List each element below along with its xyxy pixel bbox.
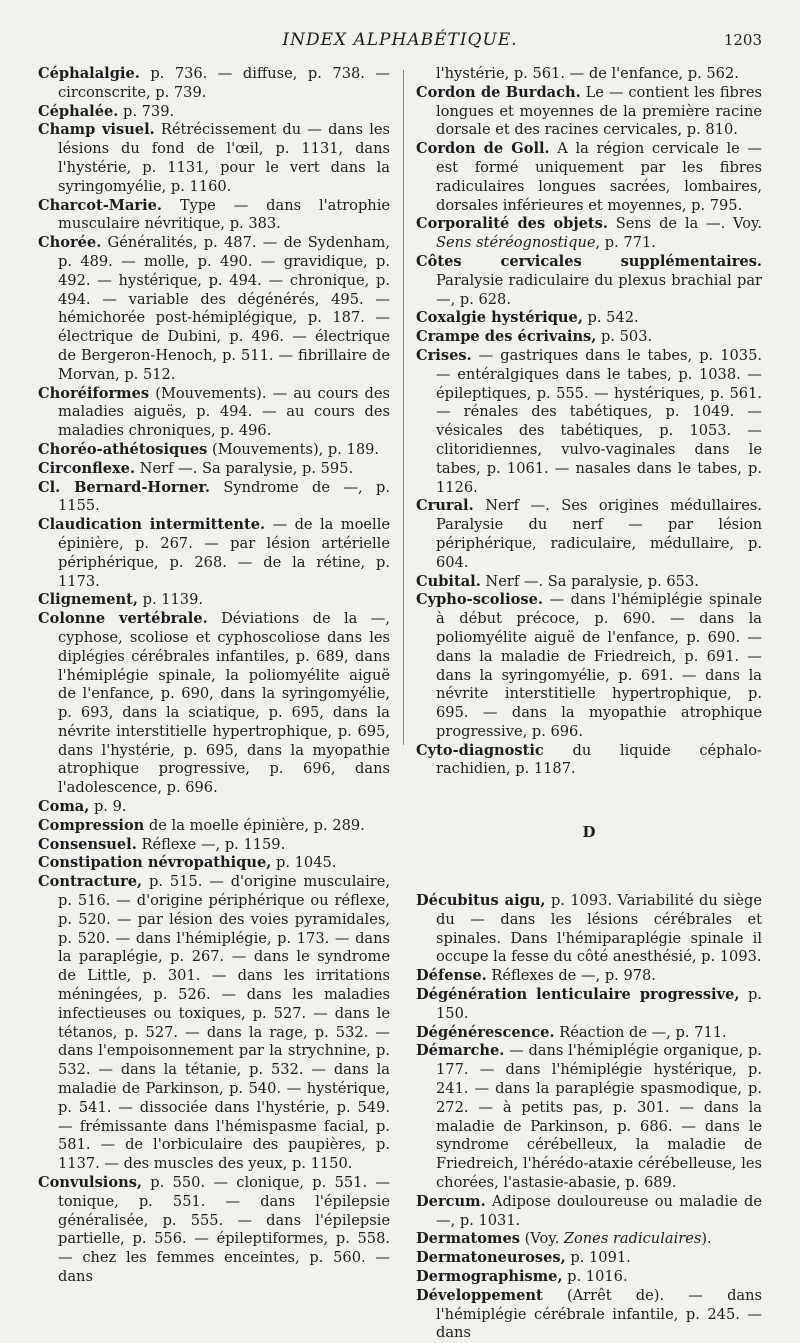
entry-headword: Chorée. [38,234,102,252]
index-entry [38,591,390,610]
index-entry [38,385,390,441]
index-entry [416,1193,762,1231]
index-entry [416,1268,762,1287]
entry-headword: Cyto-diagnostic [416,741,544,759]
index-entry [38,516,390,591]
entry-text: — gastriques dans le tabes, p. 1035. — entéralgiques dans le tabes, p. 1038. — épileptiques, p. 555. — hystériques, p. 561. — rénales des tabétiques, p. 1049. — vésicales des tabétiques, p. 1053. — clitoridiennes, vulvo-vaginales dans le tabes, p. 1061. — nasales dans le tabes, p. 1126. [436,346,762,496]
entry-text: Type — dans l'atrophie musculaire névritique, p. 383. [58,196,390,233]
entry-text: l'hystérie, p. 561. — de l'enfance, p. 562. [436,65,739,82]
entry-text: Le — contient les fibres longues et moyennes de la première racine dorsale et des racines cervicales, p. 810. [436,83,762,139]
entry-headword: Dermatoneuroses, [416,1249,566,1267]
index-entry [38,854,390,873]
column-divider [403,70,404,745]
entry-text: p. 542. [582,309,639,327]
entry-headword: Claudication intermittente. [38,516,266,534]
index-entry [38,197,390,235]
index-entry [416,573,762,592]
entry-headword: Circonflexe. [38,459,136,477]
index-entry [416,591,762,741]
entry-cross-reference: Zones radiculaires [563,1230,702,1248]
entry-text: p. 1093. Variabilité du siège du — dans les lésions cérébrales et spinales. Dans l'hémiparaplégie spinale il occupe la fesse du côté anesthésié, p. 1093. [436,892,762,966]
index-entry [38,610,390,798]
index-entry [38,234,390,384]
entry-text: p. 503. [596,328,653,346]
entry-text: (Arrêt de). — dans l'hémiplégie cérébrale infantile, p. 245. — dans [436,1286,762,1342]
entry-headword: Clignement, [38,591,138,609]
entry-text: Sens de la —. Voy. [607,215,762,233]
entry-text: Nerf —. Ses origines médullaires. Paralysie du nerf — par lésion périphérique, radiculaire, médullaire, p. 604. [436,497,762,571]
entry-headword: Convulsions, [38,1174,142,1192]
index-entry [38,65,390,103]
entry-text: p. 1091. [565,1249,631,1267]
right-column [416,65,762,1343]
entry-text: Paralysie radiculaire du plexus brachial par —, p. 628. [436,271,762,308]
entry-headword: Crises. [416,346,472,364]
entry-text: p. 515. — d'origine musculaire, p. 516. — d'origine périphérique ou réflexe, p. 520. — par lésion des voies pyramidales, p. 520. — dans l'hémiplégie, p. 173. — dans la paraplégie, p. 267. — dans le syndrome de Little, p. 301. — dans les irritations méningées, p. 526. — dans les maladies infectieuses ou toxiques, p. 527. — dans le tétanos, p. 527. — dans la rage, p. 532. — dans l'empoisonnement par la strychnine, p. 532. — dans la tétanie, p. 532. — dans la maladie de Parkinson, p. 540. — hystérique, p. 541. — dissociée dans l'hystérie, p. 549. — frémissante dans l'hémispasme facial, p. 581. — de l'orbiculaire des paupières, p. 1137. — des muscles des yeux, p. 1150. [58,873,390,1173]
index-entry [416,986,762,1024]
entry-text: Nerf —. Sa paralysie, p. 595. [135,459,354,477]
entry-headword: Compression [38,816,145,834]
index-entry [416,892,762,967]
entry-text: Rétrécissement du — dans les lésions du fond de l'œil, p. 1131, dans l'hystérie, p. 1131, pour le vert dans la syringomyélie, p. 1160. [58,121,390,195]
entry-headword: Cubital. [416,572,481,590]
entry-headword: Coxalgie hystérique, [416,309,583,327]
index-entry [38,441,390,460]
entry-text: Nerf —. Sa paralysie, p. 653. [480,572,699,590]
entry-headword: Céphalalgie. [38,65,140,82]
entry-headword: Dermatomes [416,1230,520,1248]
index-entry [38,460,390,479]
index-entry [38,798,390,817]
index-entry [38,103,390,122]
index-entry [416,215,762,253]
entry-text: A la région cervicale le — est formé uniquement par les fibres radiculaires longues sacrées, lombaires, dorsales inférieures et moyennes, p. 795. [436,140,762,214]
entry-headword: Crampe des écrivains, [416,328,597,346]
entry-headword: Constipation névropathique, [38,854,272,872]
entry-headword: Défense. [416,967,487,985]
index-entry [416,253,762,309]
entry-headword: Dercum. [416,1192,486,1210]
entry-text: Réaction de —, p. 711. [554,1023,727,1041]
index-entry [416,65,762,84]
entry-text: Réflexe —, p. 1159. [136,835,286,853]
entry-headword: Consensuel. [38,835,137,853]
index-entry [416,1042,762,1192]
entry-headword: Coma, [38,798,90,816]
right-column-d-entries [416,892,762,1343]
entry-cross-reference: Sens stéréognostique [436,234,596,252]
entry-text-tail: , p. 771. [595,234,656,252]
entry-headword: Dégénérescence. [416,1023,555,1041]
entry-text: p. 739. [118,102,175,120]
index-entry [416,140,762,215]
index-entry [416,497,762,572]
entry-headword: Céphalée. [38,102,119,120]
entry-headword: Choréiformes [38,384,150,402]
entry-headword: Corporalité des objets. [416,215,608,233]
index-entry [416,967,762,986]
entry-text-tail: ). [701,1230,712,1248]
entry-text: — de la moelle épinière, p. 267. — par lésion artérielle périphérique, p. 268. — de la rétine, p. 1173. [58,516,390,590]
index-entry [38,1174,390,1287]
entry-text: (Voy. [519,1230,564,1248]
page-number: 1203 [723,31,762,49]
entry-text: Adipose douloureuse ou maladie de —, p. 1031. [436,1192,762,1229]
index-entry [416,309,762,328]
entry-headword: Côtes cervicales supplémentaires. [416,252,762,270]
entry-text: p. 150. [436,986,762,1022]
entry-headword: Crural. [416,497,474,515]
entry-text: Déviations de la —, cyphose, scoliose et cyphoscoliose dans les diplégies cérébrales infantiles, p. 689, dans l'hémiplégie spinale, la poliomyélite aiguë de l'enfance, p. 690, dans la syringomyélie, p. 693, dans la sciatique, p. 695, dans la névrite interstitielle hypertrophique, p. 695, dans l'hystérie, p. 695, dans la myopathie atrophique progressive, p. 696, dans l'adolescence, p. 696. [58,610,390,797]
entry-text: Généralités, p. 487. — de Sydenham, p. 489. — molle, p. 490. — gravidique, p. 492. — hystérique, p. 494. — chronique, p. 494. — variable des dégénérés, 495. — hémichorée post-hémiplégique, p. 187. — électrique de Dubini, p. 496. — électrique de Bergeron-Henoch, p. 511. — fibrillaire de Morvan, p. 512. [58,234,390,383]
entry-headword: Contracture, [38,873,143,891]
entry-headword: Charcot-Marie. [38,196,162,214]
entry-text: du liquide céphalo-rachidien, p. 1187. [436,741,762,778]
entry-headword: Démarche. [416,1042,505,1060]
entry-text: — dans l'hémiplégie spinale à début précoce, p. 690. — dans la poliomyélite aiguë de l'enfance, p. 690. — dans la maladie de Friedreich, p. 691. — dans la syringomyélie, p. 691. — dans la névrite interstitielle hypertrophique, p. 695. — dans la myopathie atrophique progressive, p. 696. [436,591,762,740]
entry-headword: Cypho-scoliose. [416,591,543,609]
entry-text: (Mouvements), p. 189. [207,440,380,458]
running-head-title: INDEX ALPHABÉTIQUE. [282,30,518,50]
index-entry [38,836,390,855]
entry-headword: Dégénération lenticulaire progressive, [416,986,740,1004]
running-header [0,30,800,56]
index-entry [416,347,762,497]
entry-headword: Cordon de Burdach. [416,83,581,101]
entry-text: p. 1045. [271,854,337,872]
entry-headword: Cordon de Goll. [416,140,550,158]
index-entry [416,1230,762,1249]
index-entry [416,742,762,780]
index-entry [38,873,390,1174]
entry-headword: Cl. Bernard-Horner. [38,478,210,496]
section-letter-d: D [582,823,596,842]
entry-text: p. 736. — diffuse, p. 738. — circonscrite, p. 739. [58,65,390,101]
entry-text: p. 1016. [562,1268,628,1286]
index-entry [38,479,390,517]
entry-text: p. 9. [89,798,127,816]
entry-text: Syndrome de —, p. 1155. [58,478,390,515]
entry-headword: Développement [416,1286,543,1304]
index-entry [416,84,762,140]
entry-text: de la moelle épinière, p. 289. [144,816,365,834]
entry-headword: Choréo-athétosiques [38,440,208,458]
entry-text: p. 550. — clonique, p. 551. — tonique, p. 551. — dans l'épilepsie généralisée, p. 555. — dans l'épilepsie partielle, p. 556. — épileptiformes, p. 558. — chez les femmes enceintes, p. 560. — dans [58,1174,390,1285]
index-entry [416,1249,762,1268]
right-column-c-entries [416,65,762,779]
entry-headword: Colonne vertébrale. [38,610,208,628]
entry-text: Réflexes de —, p. 978. [486,967,656,985]
left-column [38,65,390,1287]
entry-text: p. 1139. [137,591,204,609]
entry-text: — dans l'hémiplégie organique, p. 177. — dans l'hémiplégie hystérique, p. 241. — dans la paraplégie spasmodique, p. 272. — à petits pas, p. 301. — dans la maladie de Parkinson, p. 686. — dans le syndrome cérébelleux, la maladie de Friedreich, l'hérédo-ataxie cérébelleuse, les chorées, l'astasie-abasie, p. 689. [436,1042,762,1192]
index-entry [416,328,762,347]
entry-headword: Dermographisme, [416,1268,563,1286]
entry-headword: Champ visuel. [38,121,155,139]
index-entry [38,121,390,196]
entry-text: (Mouvements). — au cours des maladies aiguës, p. 494. — au cours des maladies chroniques, p. 496. [58,384,390,440]
index-entry [416,1024,762,1043]
entry-headword: Décubitus aigu, [416,892,546,910]
index-entry [38,817,390,836]
